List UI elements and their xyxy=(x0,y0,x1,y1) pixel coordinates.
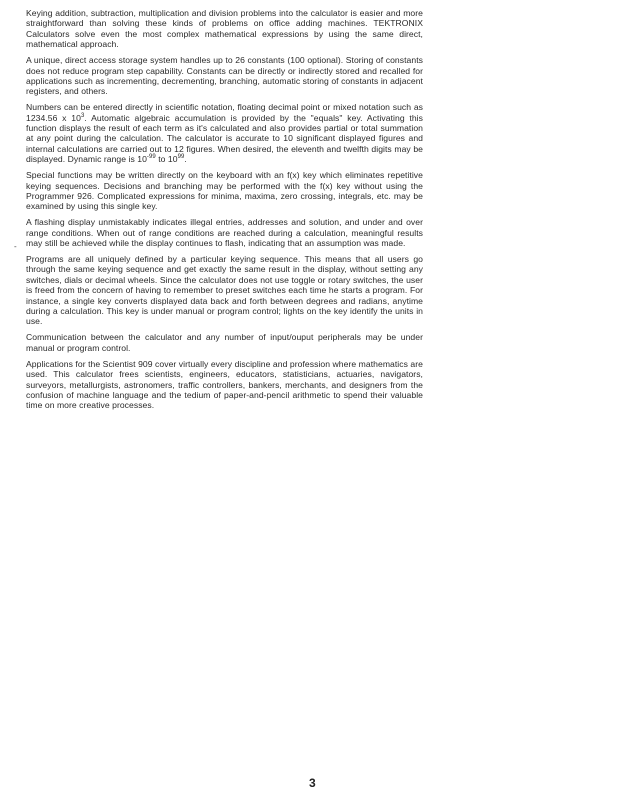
paragraph-storage: A unique, direct access storage system handles up to 26 constants (100 optional). Storing of constants does not reduce program step capability. Constants can be directly or indirectly stored and recalled for applications such as incrementing, decrementing, branching, automatic storing of constants in adjacent registers, and others. xyxy=(26,55,423,97)
paragraph-applications: Applications for the Scientist 909 cover virtually every discipline and profession where mathematics are used. This calculator frees scientists, engineers, educators, statisticians, actuaries, navigators, surveyors, metallurgists, astronomers, traffic controllers, bankers, merchants, and designers from the confusion of machine language and the tedium of paper-and-pencil arithmetic to spend their valuable time on more creative processes. xyxy=(26,358,423,411)
notation-text-3: to 10 xyxy=(155,154,178,165)
notation-text-1: Numbers can be entered directly in scientific notation, floating decimal point or mixed notation such as 1234.56 x 10 xyxy=(26,102,423,123)
notation-text-4: . xyxy=(184,154,187,165)
notation-text-2: . Automatic algebraic accumulation is provided by the "equals" key. Activating this function displays the result of each term as it's calculated and also provides partial or total summation at any point during the calculation. The calculator is accurate to 10 significant displayed figures and internal calculations are carried out to 12 figures. When desired, the eleventh and twelfth digits may be displayed. Dynamic range is 10 xyxy=(26,112,423,165)
notation-exponent-1: 3 xyxy=(80,112,85,119)
paragraph-flashing-display: A flashing display unmistakably indicates illegal entries, addresses and solution, and under and over range conditions. When out of range conditions are reached during a calculation, meaningful results may still be achieved while the display continues to flash, indicating that an assumption was made. xyxy=(26,217,423,249)
notation-exponent-3: 99 xyxy=(177,154,185,161)
paragraph-communication: Communication between the calculator and any number of input/ouput peripherals may be under manual or program control. xyxy=(26,332,423,353)
paragraph-notation xyxy=(26,102,423,164)
text-column xyxy=(26,8,423,416)
page-number: 3 xyxy=(309,776,316,790)
notation-exponent-2: -99 xyxy=(146,154,156,161)
paragraph-keying: Keying addition, subtraction, multiplication and division problems into the calculator is easier and more straightforward than solving these kinds of problems on office adding machines. TEKTRONIX Calculators solve even the most complex mathematical expressions by using the same direct, mathematical approach. xyxy=(26,8,423,50)
paragraph-special-functions: Special functions may be written directly on the keyboard with an f(x) key which eliminates repetitive keying sequences. Decisions and branching may be performed with the f(x) key without using the Programmer 926. Complicated expressions for minima, maxima, zero crossing, integrals, etc. may be examined by using this single key. xyxy=(26,170,423,212)
paragraph-programs: Programs are all uniquely defined by a particular keying sequence. This means that all users go through the same keying sequence and get exactly the same result in the display, without setting any switches, dials or decimal wheels. Since the calculator does not use toggle or rotary switches, the user is freed from the concern of having to remember to preset switches each time he starts a program. For instance, a single key converts displayed data back and forth between degrees and radians, anytime during a calculation. This key is under manual or program control; lights on the key identify the units in use. xyxy=(26,254,423,327)
margin-mark: - xyxy=(14,242,17,251)
